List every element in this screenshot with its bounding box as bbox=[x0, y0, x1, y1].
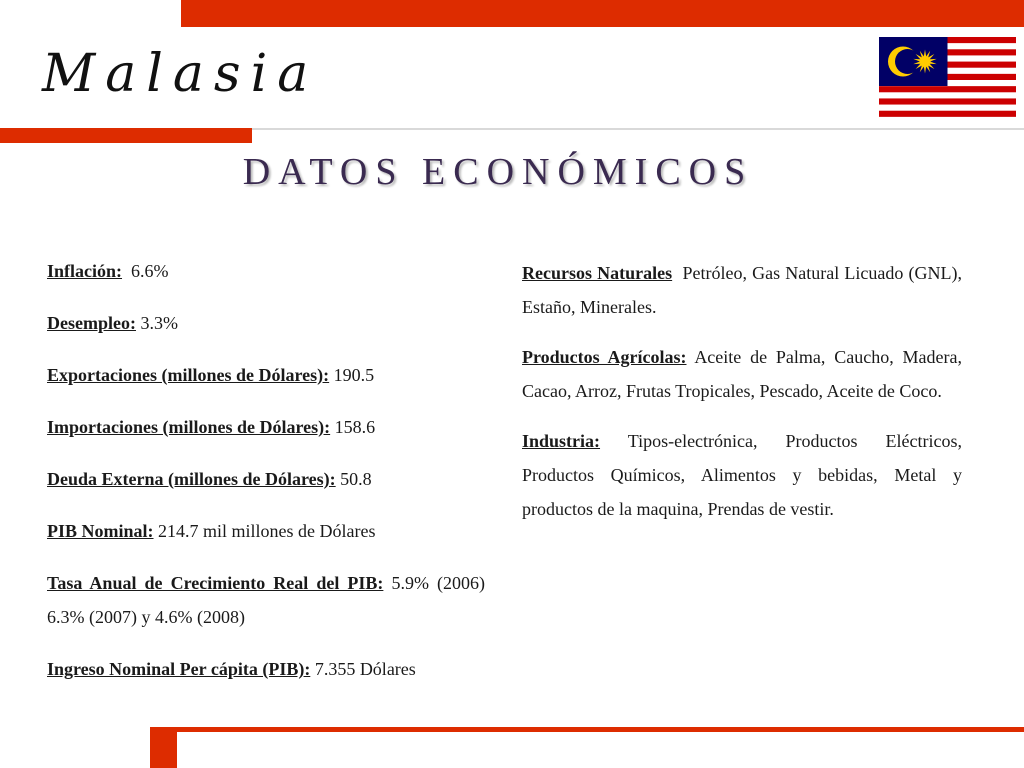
bottom-accent-line bbox=[150, 727, 1024, 732]
flag-stripe bbox=[879, 117, 1016, 123]
flag-stripe bbox=[879, 92, 1016, 98]
inflation-value: 6.6% bbox=[131, 261, 169, 281]
inflation-label: Inflación: bbox=[47, 261, 123, 281]
external-debt-row bbox=[47, 462, 485, 496]
gdp-growth-value: 5.9% (2006) 6.3% (2007) y 4.6% (2008) bbox=[47, 573, 485, 627]
nominal-gdp-label: PIB Nominal: bbox=[47, 521, 154, 541]
flag-stripe bbox=[879, 105, 1016, 111]
malaysia-flag-icon bbox=[879, 37, 1016, 123]
industry-row bbox=[522, 424, 962, 526]
industry-label: Industria: bbox=[522, 431, 601, 451]
flag-stripe bbox=[879, 98, 1016, 104]
title-underline-bar bbox=[0, 128, 252, 143]
imports-label: Importaciones (millones de Dólares): bbox=[47, 417, 331, 437]
agricultural-products-value: Aceite de Palma, Caucho, Madera, Cacao, Arroz, Frutas Tropicales, Pescado, Aceite de Coco. bbox=[522, 347, 962, 401]
imports-row bbox=[47, 410, 485, 444]
page-title: Malasia bbox=[42, 44, 319, 104]
agricultural-products-label: Productos Agrícolas: bbox=[522, 347, 687, 367]
exports-label: Exportaciones (millones de Dólares): bbox=[47, 365, 330, 385]
agricultural-products-row bbox=[522, 340, 962, 408]
nominal-gdp-value: 214.7 mil millones de Dólares bbox=[158, 521, 376, 541]
unemployment-value: 3.3% bbox=[140, 313, 178, 333]
per-capita-value: 7.355 Dólares bbox=[314, 659, 416, 679]
natural-resources-value: Petróleo, Gas Natural Licuado (GNL), Estaño, Minerales. bbox=[522, 263, 962, 317]
unemployment-label: Desempleo: bbox=[47, 313, 136, 333]
industry-value: Tipos-electrónica, Productos Eléctricos, Productos Químicos, Alimentos y bebidas, Metal y productos de la maquina, Prendas de vestir. bbox=[522, 431, 962, 519]
bottom-accent-block bbox=[150, 727, 177, 768]
imports-value: 158.6 bbox=[334, 417, 376, 437]
section-heading: DATOS ECONÓMICOS bbox=[242, 151, 754, 193]
flag-stripe bbox=[879, 111, 1016, 117]
per-capita-label: Ingreso Nominal Per cápita (PIB): bbox=[47, 659, 311, 679]
per-capita-row bbox=[47, 652, 485, 686]
flag-stripe bbox=[879, 86, 1016, 92]
gdp-growth-label: Tasa Anual de Crecimiento Real del PIB: bbox=[47, 573, 384, 593]
natural-resources-label: Recursos Naturales bbox=[522, 263, 673, 283]
left-column bbox=[47, 254, 485, 686]
header-divider bbox=[252, 128, 1024, 130]
top-accent-bar bbox=[181, 0, 1024, 27]
external-debt-value: 50.8 bbox=[340, 469, 372, 489]
right-column bbox=[522, 256, 962, 526]
unemployment-row bbox=[47, 306, 485, 340]
exports-row bbox=[47, 358, 485, 392]
exports-value: 190.5 bbox=[333, 365, 375, 385]
gdp-growth-row bbox=[47, 566, 485, 634]
external-debt-label: Deuda Externa (millones de Dólares): bbox=[47, 469, 336, 489]
natural-resources-row bbox=[522, 256, 962, 324]
inflation-row bbox=[47, 254, 485, 288]
flag-crescent-inner bbox=[895, 49, 920, 74]
nominal-gdp-row bbox=[47, 514, 485, 548]
